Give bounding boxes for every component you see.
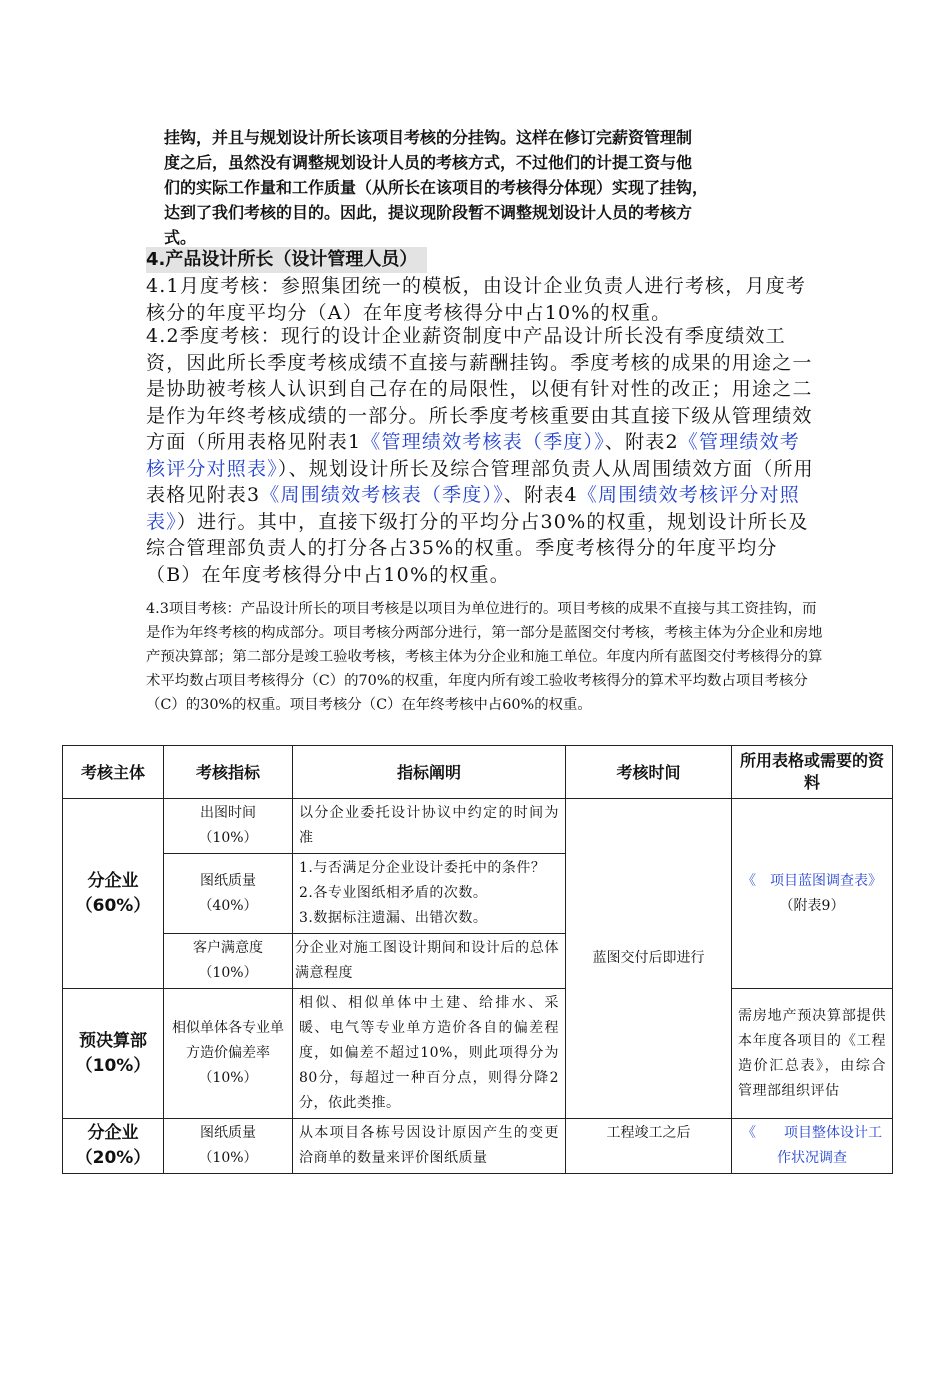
subject-branch-20: 分企业 （20%）	[63, 1119, 164, 1174]
table-row	[63, 799, 893, 854]
desc-drawing-quality: 1.与否满足分企业设计委托中的条件？ 2.各专业图纸相矛盾的次数。 3.数据标注遗漏、出错次数。	[293, 854, 566, 934]
metric-cost-deviation: 相似单体各专业单方造价偏差率（10%）	[164, 989, 293, 1119]
time-blueprint-delivery: 蓝图交付后即进行	[566, 799, 732, 1119]
header-time: 考核时间	[566, 746, 732, 799]
desc-satisfaction: 分企业对施工图设计期间和设计后的总体满意程度	[293, 934, 566, 989]
metric-satisfaction: 客户满意度 （10%）	[164, 934, 293, 989]
forms-overall-survey	[732, 1119, 893, 1174]
header-forms: 所用表格或需要的资料	[732, 746, 893, 799]
intro-line-2: 度之后，虽然没有调整规划设计人员的考核方式，不过他们的计提工资与他	[164, 153, 693, 172]
desc-change-orders: 从本项目各栋号因设计原因产生的变更洽商单的数量来评价图纸质量	[293, 1119, 566, 1174]
intro-line-4: 达到了我们考核的目的。因此，提议现阶段暂不调整规划设计人员的考核方	[164, 203, 693, 222]
metric-drawing-quality: 图纸质量 （40%）	[164, 854, 293, 934]
header-metric: 考核指标	[164, 746, 293, 799]
para-project-review: 4.3项目考核：产品设计所长的项目考核是以项目为单位进行的。项目考核的成果不直接与其工资挂钩，而是作为年终考核的构成部分。项目考核分两部分进行，第一部分是蓝图交付考核，考核主体为分企业和房地产预决算部；第二部分是竣工验收考核，考核主体为分企业和施工单位。年度内所有蓝图交付考核得分的算术平均数占项目考核得分（C）的70%的权重，年度内所有竣工验收考核得分的算术平均数占项目考核分（C）的30%的权重。项目考核分（C）在年终考核中占60%的权重。	[146, 601, 823, 713]
quarterly-text-e: ）进行。其中，直接下级打分的平均分占30%的权重，规划设计所长及综合管理部负责人的打分各占35%的权重。季度考核得分的年度平均分（B）在年度考核得分中占10%的权重。	[146, 510, 809, 586]
para-monthly-review: 4.1月度考核：参照集团统一的模板，由设计企业负责人进行考核，月度考核分的年度平均分（A）在年度考核得分中占10%的权重。	[146, 275, 807, 324]
quarterly-text-a: 4.2季度考核：现行的设计企业薪资制度中产品设计所长没有季度绩效工资，因此所长季度考核成绩不直接与薪酬挂钩。季度考核的成果的用途之一是协助被考核人认识到自己存在的局限性，以便有针对性的改正；用途之二是作为年终考核成绩的一部分。所长季度考核重要由其直接下级从管理绩效方面（所用表格见附表1	[146, 325, 813, 453]
forms-cost-summary: 需房地产预决算部提供本年度各项目的《工程造价汇总表》，由综合管理部组织评估	[732, 989, 893, 1119]
intro-line-5: 式。	[164, 228, 197, 247]
table-row	[63, 989, 893, 1119]
quarterly-text-c: ）、规划设计所长及综合管理部负责人从周围绩效方面（所用表格见附表3	[146, 457, 814, 506]
metric-drawing-quality-2: 图纸质量 （10%）	[164, 1119, 293, 1174]
link-appendix-4[interactable]: 《周围绩效考核评分对照表》	[146, 484, 800, 533]
subject-branch-60: 分企业 （60%）	[63, 799, 164, 989]
link-appendix-1[interactable]: 《管理绩效考核表（季度）》	[361, 431, 605, 453]
forms-blueprint	[732, 799, 893, 989]
section-heading: 4.产品设计所长（设计管理人员）	[146, 247, 427, 273]
intro-line-3: 们的实际工作量和工作质量（从所长在该项目的考核得分体现）实现了挂钩，	[164, 178, 709, 197]
link-overall-survey[interactable]: 《 项目整体设计工作状况调查	[742, 1125, 882, 1166]
header-subject: 考核主体	[63, 746, 164, 799]
desc-drawing-time: 以分企业委托设计协议中约定的时间为准	[293, 799, 566, 854]
table-header-row	[63, 746, 893, 799]
header-description: 指标阐明	[293, 746, 566, 799]
link-appendix-2[interactable]: 《管理绩效考核评分对照表》	[146, 431, 800, 480]
metric-drawing-time: 出图时间 （10%）	[164, 799, 293, 854]
quarterly-text-b: 、附表2	[604, 431, 679, 453]
desc-cost-deviation: 相似、相似单体中土建、给排水、采暖、电气等专业单方造价各自的偏差程度，如偏差不超过10%，则此项得分为80分，每超过一种百分点，则得分降2分，依此类推。	[293, 989, 566, 1119]
link-appendix-3[interactable]: 《周围绩效考核表（季度）》	[260, 484, 504, 506]
forms-blueprint-suffix: （附表9）	[779, 897, 845, 914]
intro-line-1: 挂钩，并且与规划设计所长该项目考核的分挂钩。这样在修订完薪资管理制	[164, 128, 693, 147]
table-row	[63, 1119, 893, 1174]
time-after-completion: 工程竣工之后	[566, 1119, 732, 1174]
assessment-table	[62, 745, 893, 1174]
link-blueprint-survey[interactable]: 《 项目蓝图调查表》	[742, 872, 882, 889]
page-bottom-margin	[0, 1183, 950, 1383]
para-quarterly-review	[146, 323, 816, 588]
subject-budget-dept: 预决算部 （10%）	[63, 989, 164, 1119]
quarterly-text-d: 、附表4	[503, 484, 578, 506]
